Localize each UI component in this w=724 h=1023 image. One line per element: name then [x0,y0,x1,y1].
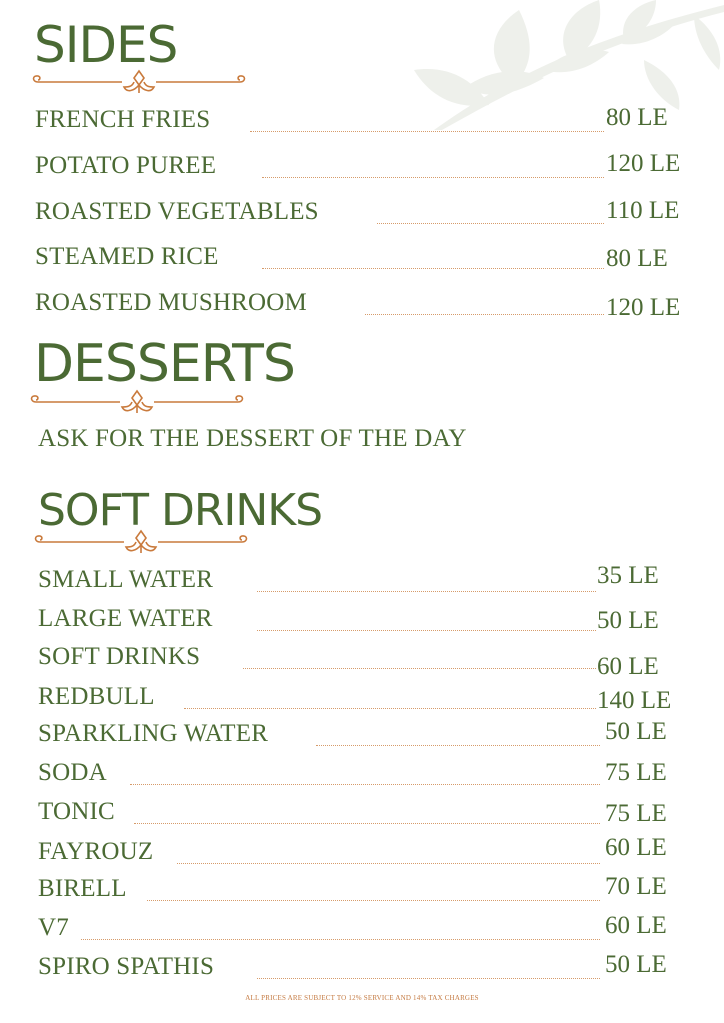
menu-item-name: SPARKLING WATER [38,720,269,747]
menu-item-price: 70 LE [605,873,667,900]
menu-item-price: 80 LE [606,245,668,272]
dotted-leader [134,823,600,824]
dotted-leader [257,630,596,631]
menu-item-row [0,949,724,989]
dotted-leader [184,708,596,709]
menu-item-price: 50 LE [597,607,659,634]
soft-drinks-title: SOFT DRINKS [38,485,323,536]
fleur-divider-icon [32,529,250,555]
menu-item-row [0,639,724,679]
menu-item-price: 50 LE [605,718,667,745]
menu-item-price: 60 LE [605,912,667,939]
menu-item-name: LARGE WATER [38,605,213,632]
menu-item-name: REDBULL [38,683,155,710]
menu-item-name: FRENCH FRIES [35,106,211,133]
menu-item-name: FAYROUZ [38,838,154,865]
menu-item-row [0,834,724,874]
menu-item-name: SMALL WATER [38,566,214,593]
fleur-divider-icon [28,389,246,415]
menu-item-name: ROASTED MUSHROOM [35,289,307,316]
menu-item-row [0,601,724,641]
dessert-of-the-day-note: ASK FOR THE DESSERT OF THE DAY [38,425,467,452]
dotted-leader [262,268,604,269]
dotted-leader [177,863,600,864]
dotted-leader [257,591,596,592]
menu-item-row [0,679,724,719]
desserts-title: DESSERTS [34,334,295,394]
menu-item-name: ROASTED VEGETABLES [35,198,319,225]
dotted-leader [262,177,604,178]
menu-item-price: 110 LE [606,197,680,224]
menu-item-row [0,716,724,756]
menu-item-row [0,285,724,325]
dotted-leader [257,978,600,979]
menu-item-name: BIRELL [38,875,127,902]
menu-item-row [0,910,724,950]
dotted-leader [365,314,604,315]
menu-item-price: 140 LE [597,687,672,714]
menu-item-price: 120 LE [606,294,681,321]
menu-item-name: TONIC [38,798,115,825]
menu-item-row [0,148,724,188]
dotted-leader [243,668,596,669]
menu-item-name: SOFT DRINKS [38,643,201,670]
menu-item-row [0,239,724,279]
menu-item-price: 50 LE [605,951,667,978]
fleur-divider-icon [30,69,248,95]
sides-title: SIDES [34,16,178,74]
dotted-leader [250,131,604,132]
menu-item-price: 35 LE [597,562,659,589]
menu-item-price: 75 LE [605,800,667,827]
dotted-leader [130,784,600,785]
dotted-leader [147,900,600,901]
menu-item-row [0,794,724,834]
menu-item-name: V7 [38,914,69,941]
menu-item-price: 60 LE [605,834,667,861]
menu-item-name: STEAMED RICE [35,243,219,270]
menu-item-price: 60 LE [597,653,659,680]
menu-item-price: 120 LE [606,150,681,177]
menu-item-row [0,755,724,795]
menu-item-price: 80 LE [606,104,668,131]
menu-item-row [0,194,724,234]
menu-item-name: POTATO PUREE [35,152,217,179]
price-disclaimer: ALL PRICES ARE SUBJECT TO 12% SERVICE AND 14% TAX CHARGES [245,994,479,1002]
menu-item-price: 75 LE [605,759,667,786]
dotted-leader [316,745,600,746]
menu-item-name: SODA [38,759,107,786]
menu-item-row [0,102,724,142]
menu-item-row [0,871,724,911]
dotted-leader [377,223,604,224]
menu-item-row [0,562,724,602]
menu-item-name: SPIRO SPATHIS [38,953,215,980]
dotted-leader [81,939,600,940]
